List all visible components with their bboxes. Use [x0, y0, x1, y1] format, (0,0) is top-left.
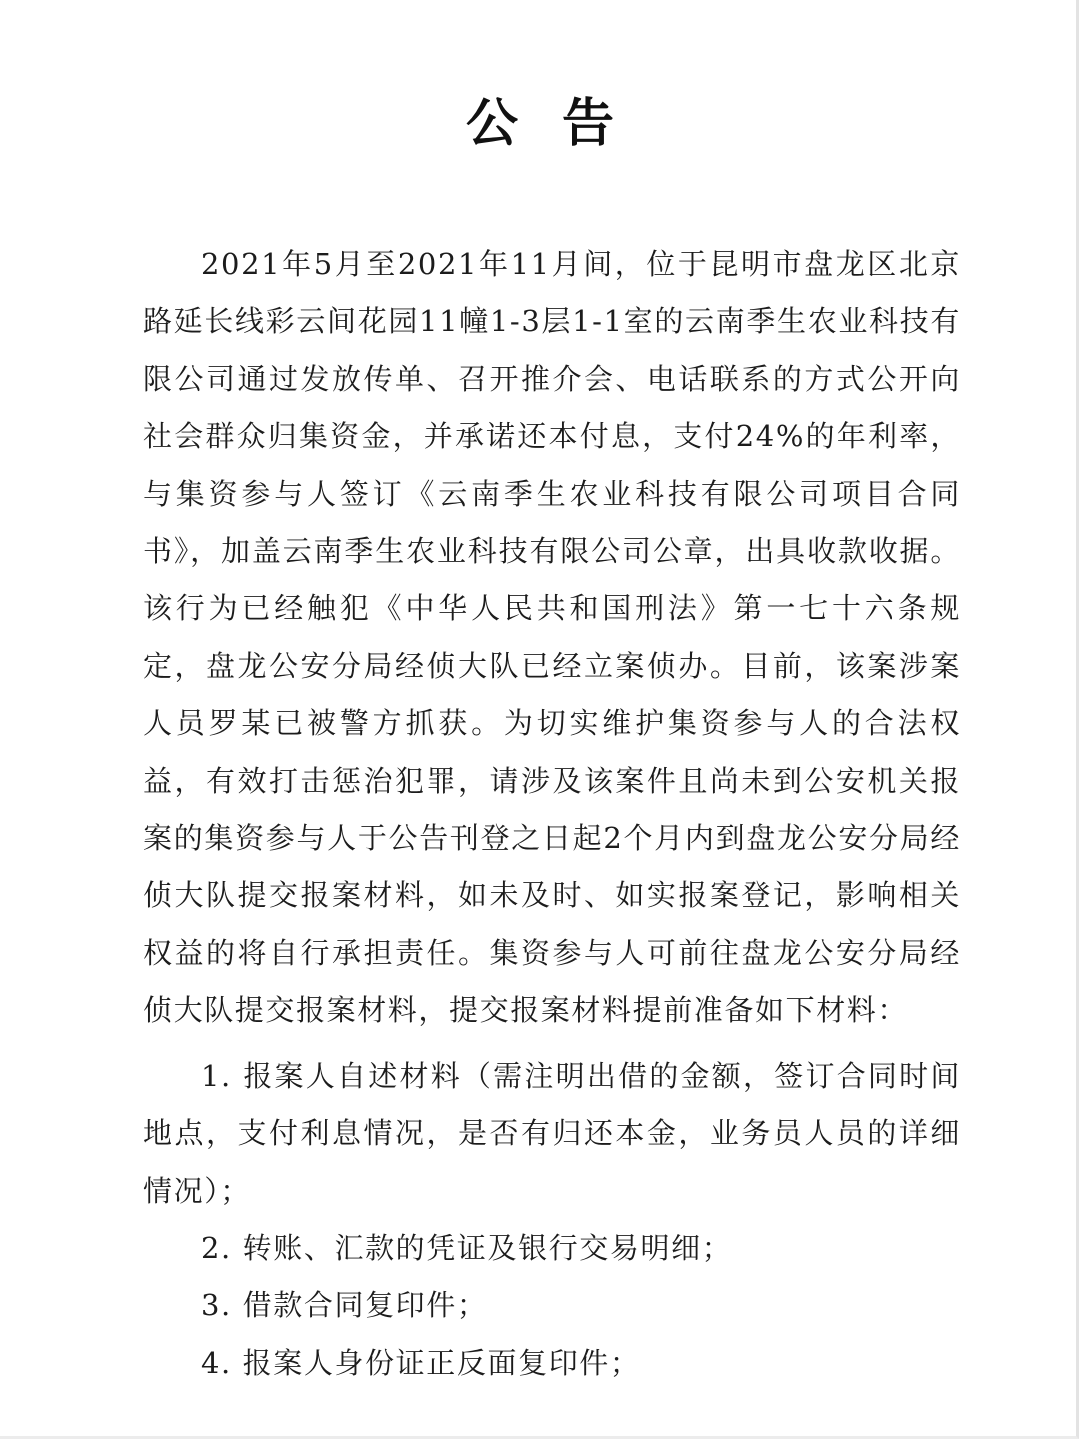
document-title: 公告	[465, 93, 658, 154]
document-body	[143, 236, 961, 1392]
material-item-3: 3. 借款合同复印件；	[201, 1288, 488, 1323]
material-item-2: 2. 转账、汇款的凭证及银行交易明细；	[201, 1230, 733, 1265]
required-materials-list	[143, 1048, 961, 1392]
material-item-1: 1. 报案人自述材料（需注明出借的金额，签订合同时间地点，支付利息情况，是否有归还本金，业务员人员的详细情况）；	[143, 1058, 961, 1208]
material-item-4: 4. 报案人身份证正反面复印件；	[201, 1345, 641, 1380]
announcement-paragraph: 2021年5月至2021年11月间，位于昆明市盘龙区北京路延长线彩云间花园11幢1-3层1-1室的云南季生农业科技有限公司通过发放传单、召开推介会、电话联系的方式公开向社会群众归集资金，并承诺还本付息，支付24%的年利率，与集资参与人签订《云南季生农业科技有限公司项目合同书》，加盖云南季生农业科技有限公司公章，出具收款收据。该行为已经触犯《中华人民共和国刑法》第一七十六条规定，盘龙公安分局经侦大队已经立案侦办。目前，该案涉案人员罗某已被警方抓获。为切实维护集资参与人的合法权益，有效打击惩治犯罪，请涉及该案件且尚未到公安机关报案的集资参与人于公告刊登之日起2个月内到盘龙公安分局经侦大队提交报案材料，如未及时、如实报案登记，影响相关权益的将自行承担责任。集资参与人可前往盘龙公安分局经侦大队提交报案材料，提交报案材料提前准备如下材料：	[143, 247, 961, 1028]
